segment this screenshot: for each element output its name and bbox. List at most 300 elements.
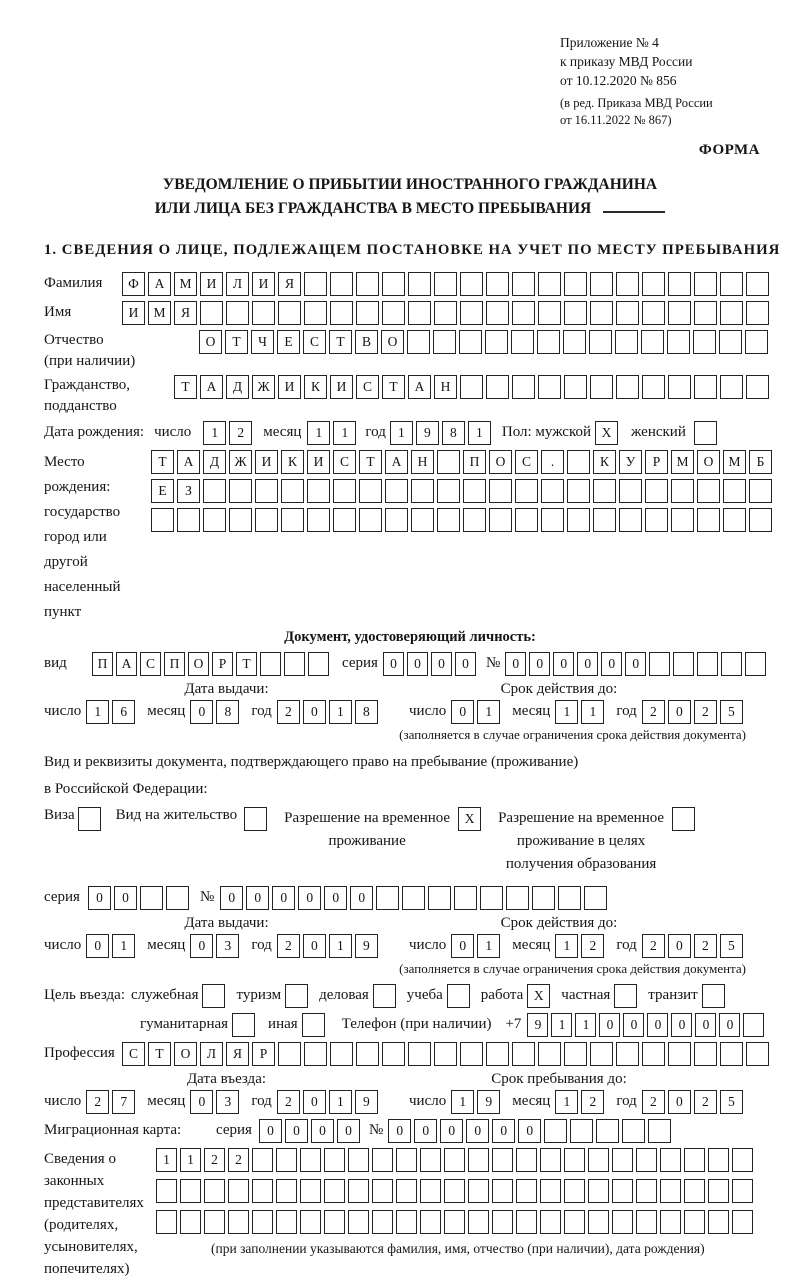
form-cell[interactable]: 0 <box>259 1119 282 1143</box>
form-cell[interactable] <box>396 1179 417 1203</box>
form-cell[interactable]: 1 <box>180 1148 201 1172</box>
form-cell[interactable]: Л <box>226 272 249 296</box>
form-cell[interactable] <box>200 301 223 325</box>
form-cell[interactable] <box>492 1210 513 1234</box>
form-cell[interactable]: Н <box>411 450 434 474</box>
form-cell[interactable]: 9 <box>416 421 439 445</box>
form-cell[interactable] <box>684 1148 705 1172</box>
form-cell[interactable] <box>512 375 535 399</box>
form-cell[interactable]: 0 <box>86 934 109 958</box>
form-cell[interactable]: 1 <box>390 421 413 445</box>
form-cell[interactable] <box>304 1042 327 1066</box>
form-cell[interactable]: 7 <box>112 1090 135 1114</box>
form-cell[interactable]: О <box>174 1042 197 1066</box>
form-cell[interactable] <box>468 1210 489 1234</box>
form-cell[interactable] <box>348 1179 369 1203</box>
form-cell[interactable] <box>684 1179 705 1203</box>
form-cell[interactable] <box>515 508 538 532</box>
form-cell[interactable] <box>372 1148 393 1172</box>
form-cell[interactable] <box>460 375 483 399</box>
form-cell[interactable]: 2 <box>694 1090 717 1114</box>
form-cell[interactable] <box>540 1179 561 1203</box>
form-cell[interactable]: 0 <box>492 1119 515 1143</box>
form-cell[interactable] <box>743 1013 764 1037</box>
form-cell[interactable]: 1 <box>329 700 352 724</box>
form-cell[interactable]: 0 <box>466 1119 489 1143</box>
form-cell[interactable]: А <box>116 652 137 676</box>
form-cell[interactable] <box>284 652 305 676</box>
form-cell[interactable]: О <box>188 652 209 676</box>
form-cell[interactable]: М <box>174 272 197 296</box>
form-cell[interactable] <box>372 1179 393 1203</box>
form-cell[interactable]: Т <box>174 375 197 399</box>
form-cell[interactable] <box>538 272 561 296</box>
form-cell[interactable]: К <box>593 450 616 474</box>
form-cell[interactable] <box>538 1042 561 1066</box>
form-cell[interactable] <box>564 272 587 296</box>
purpose-other-checkbox[interactable] <box>302 1013 325 1037</box>
form-cell[interactable] <box>708 1210 729 1234</box>
form-cell[interactable]: М <box>148 301 171 325</box>
form-cell[interactable] <box>492 1179 513 1203</box>
form-cell[interactable] <box>226 301 249 325</box>
form-cell[interactable]: 8 <box>355 700 378 724</box>
form-cell[interactable]: Д <box>226 375 249 399</box>
form-cell[interactable] <box>642 375 665 399</box>
form-cell[interactable] <box>732 1210 753 1234</box>
form-cell[interactable] <box>156 1179 177 1203</box>
form-cell[interactable] <box>532 886 555 910</box>
form-cell[interactable] <box>745 652 766 676</box>
form-cell[interactable] <box>590 1042 613 1066</box>
form-cell[interactable]: 0 <box>220 886 243 910</box>
form-cell[interactable]: 0 <box>303 700 326 724</box>
form-cell[interactable] <box>300 1179 321 1203</box>
form-cell[interactable] <box>444 1148 465 1172</box>
form-cell[interactable]: 0 <box>88 886 111 910</box>
edu-permit-checkbox[interactable] <box>672 807 695 831</box>
form-cell[interactable]: О <box>489 450 512 474</box>
form-cell[interactable] <box>359 479 382 503</box>
form-cell[interactable] <box>564 1042 587 1066</box>
form-cell[interactable] <box>749 479 772 503</box>
form-cell[interactable] <box>260 652 281 676</box>
form-cell[interactable] <box>515 479 538 503</box>
form-cell[interactable] <box>376 886 399 910</box>
form-cell[interactable] <box>229 508 252 532</box>
form-cell[interactable] <box>668 1042 691 1066</box>
form-cell[interactable] <box>348 1210 369 1234</box>
form-cell[interactable]: Я <box>278 272 301 296</box>
form-cell[interactable] <box>642 301 665 325</box>
form-cell[interactable]: Е <box>151 479 174 503</box>
form-cell[interactable]: Ч <box>251 330 274 354</box>
form-cell[interactable]: 0 <box>383 652 404 676</box>
form-cell[interactable] <box>720 272 743 296</box>
form-cell[interactable] <box>558 886 581 910</box>
form-cell[interactable] <box>720 301 743 325</box>
form-cell[interactable] <box>468 1148 489 1172</box>
form-cell[interactable]: 5 <box>720 700 743 724</box>
form-cell[interactable]: 1 <box>203 421 226 445</box>
form-cell[interactable] <box>480 886 503 910</box>
form-cell[interactable] <box>486 1042 509 1066</box>
form-cell[interactable] <box>281 508 304 532</box>
form-cell[interactable] <box>723 479 746 503</box>
form-cell[interactable] <box>671 479 694 503</box>
form-cell[interactable]: 2 <box>581 934 604 958</box>
form-cell[interactable]: 0 <box>303 1090 326 1114</box>
form-cell[interactable] <box>177 508 200 532</box>
form-cell[interactable] <box>420 1210 441 1234</box>
form-cell[interactable]: 1 <box>468 421 491 445</box>
form-cell[interactable]: Р <box>212 652 233 676</box>
form-cell[interactable]: 1 <box>581 700 604 724</box>
form-cell[interactable] <box>567 479 590 503</box>
purpose-transit-checkbox[interactable] <box>702 984 725 1008</box>
form-cell[interactable] <box>708 1148 729 1172</box>
form-cell[interactable] <box>252 301 275 325</box>
form-cell[interactable]: 0 <box>671 1013 692 1037</box>
form-cell[interactable] <box>673 652 694 676</box>
form-cell[interactable]: 9 <box>527 1013 548 1037</box>
form-cell[interactable] <box>330 301 353 325</box>
temp-permit-checkbox[interactable]: X <box>458 807 481 831</box>
form-cell[interactable]: 8 <box>442 421 465 445</box>
form-cell[interactable] <box>720 1042 743 1066</box>
residence-permit-checkbox[interactable] <box>244 807 267 831</box>
form-cell[interactable] <box>668 272 691 296</box>
form-cell[interactable] <box>512 272 535 296</box>
form-cell[interactable] <box>564 1210 585 1234</box>
form-cell[interactable] <box>437 508 460 532</box>
form-cell[interactable] <box>708 1179 729 1203</box>
form-cell[interactable] <box>276 1179 297 1203</box>
form-cell[interactable]: П <box>463 450 486 474</box>
form-cell[interactable] <box>616 1042 639 1066</box>
form-cell[interactable]: Т <box>236 652 257 676</box>
form-cell[interactable] <box>408 272 431 296</box>
form-cell[interactable]: 0 <box>190 700 213 724</box>
form-cell[interactable] <box>333 479 356 503</box>
form-cell[interactable] <box>304 272 327 296</box>
form-cell[interactable]: 5 <box>720 1090 743 1114</box>
form-cell[interactable]: 0 <box>553 652 574 676</box>
form-cell[interactable] <box>645 479 668 503</box>
form-cell[interactable] <box>660 1148 681 1172</box>
form-cell[interactable] <box>564 301 587 325</box>
form-cell[interactable]: 0 <box>440 1119 463 1143</box>
form-cell[interactable] <box>667 330 690 354</box>
form-cell[interactable] <box>590 375 613 399</box>
form-cell[interactable] <box>697 479 720 503</box>
form-cell[interactable]: П <box>92 652 113 676</box>
form-cell[interactable] <box>407 330 430 354</box>
form-cell[interactable]: 0 <box>719 1013 740 1037</box>
form-cell[interactable] <box>636 1179 657 1203</box>
form-cell[interactable]: Б <box>749 450 772 474</box>
form-cell[interactable] <box>746 272 769 296</box>
form-cell[interactable]: 0 <box>668 700 691 724</box>
form-cell[interactable] <box>516 1179 537 1203</box>
form-cell[interactable] <box>697 508 720 532</box>
form-cell[interactable] <box>538 375 561 399</box>
form-cell[interactable]: 5 <box>720 934 743 958</box>
form-cell[interactable] <box>570 1119 593 1143</box>
form-cell[interactable] <box>454 886 477 910</box>
form-cell[interactable] <box>612 1179 633 1203</box>
form-cell[interactable] <box>671 508 694 532</box>
form-cell[interactable] <box>660 1210 681 1234</box>
form-cell[interactable] <box>348 1148 369 1172</box>
form-cell[interactable] <box>333 508 356 532</box>
form-cell[interactable] <box>444 1210 465 1234</box>
form-cell[interactable] <box>359 508 382 532</box>
form-cell[interactable] <box>567 508 590 532</box>
form-cell[interactable] <box>324 1179 345 1203</box>
form-cell[interactable] <box>402 886 425 910</box>
form-cell[interactable] <box>564 1179 585 1203</box>
form-cell[interactable]: 1 <box>477 934 500 958</box>
form-cell[interactable] <box>463 479 486 503</box>
form-cell[interactable]: Т <box>151 450 174 474</box>
form-cell[interactable] <box>720 375 743 399</box>
form-cell[interactable] <box>356 301 379 325</box>
form-cell[interactable]: Р <box>645 450 668 474</box>
form-cell[interactable]: 0 <box>407 652 428 676</box>
form-cell[interactable] <box>276 1210 297 1234</box>
purpose-work-checkbox[interactable]: X <box>527 984 550 1008</box>
form-cell[interactable]: 1 <box>551 1013 572 1037</box>
form-cell[interactable]: 0 <box>577 652 598 676</box>
male-checkbox[interactable]: X <box>595 421 618 445</box>
form-cell[interactable]: Т <box>329 330 352 354</box>
form-cell[interactable]: С <box>122 1042 145 1066</box>
form-cell[interactable] <box>255 479 278 503</box>
form-cell[interactable] <box>228 1179 249 1203</box>
form-cell[interactable]: М <box>671 450 694 474</box>
form-cell[interactable] <box>385 508 408 532</box>
form-cell[interactable]: Л <box>200 1042 223 1066</box>
form-cell[interactable]: И <box>255 450 278 474</box>
purpose-tourism-checkbox[interactable] <box>285 984 308 1008</box>
form-cell[interactable] <box>612 1148 633 1172</box>
form-cell[interactable] <box>693 330 716 354</box>
form-cell[interactable] <box>694 301 717 325</box>
form-cell[interactable] <box>732 1179 753 1203</box>
form-cell[interactable] <box>538 301 561 325</box>
form-cell[interactable] <box>408 301 431 325</box>
form-cell[interactable]: Т <box>225 330 248 354</box>
form-cell[interactable] <box>463 508 486 532</box>
form-cell[interactable] <box>204 1179 225 1203</box>
form-cell[interactable] <box>544 1119 567 1143</box>
form-cell[interactable] <box>411 508 434 532</box>
form-cell[interactable]: Н <box>434 375 457 399</box>
purpose-study-checkbox[interactable] <box>447 984 470 1008</box>
form-cell[interactable]: 0 <box>623 1013 644 1037</box>
form-cell[interactable]: 1 <box>555 700 578 724</box>
form-cell[interactable]: 2 <box>694 700 717 724</box>
form-cell[interactable]: 0 <box>431 652 452 676</box>
form-cell[interactable]: А <box>177 450 200 474</box>
form-cell[interactable]: 0 <box>298 886 321 910</box>
form-cell[interactable] <box>619 508 642 532</box>
form-cell[interactable] <box>615 330 638 354</box>
form-cell[interactable]: Я <box>226 1042 249 1066</box>
form-cell[interactable] <box>593 508 616 532</box>
form-cell[interactable]: Т <box>148 1042 171 1066</box>
form-cell[interactable] <box>648 1119 671 1143</box>
form-cell[interactable]: 0 <box>529 652 550 676</box>
form-cell[interactable] <box>385 479 408 503</box>
form-cell[interactable] <box>636 1148 657 1172</box>
form-cell[interactable] <box>204 1210 225 1234</box>
form-cell[interactable]: М <box>723 450 746 474</box>
form-cell[interactable]: 0 <box>337 1119 360 1143</box>
form-cell[interactable]: 2 <box>277 700 300 724</box>
form-cell[interactable] <box>437 479 460 503</box>
form-cell[interactable]: 0 <box>647 1013 668 1037</box>
form-cell[interactable]: 1 <box>575 1013 596 1037</box>
form-cell[interactable] <box>252 1148 273 1172</box>
form-cell[interactable]: 0 <box>451 934 474 958</box>
form-cell[interactable]: Р <box>252 1042 275 1066</box>
form-cell[interactable] <box>156 1210 177 1234</box>
form-cell[interactable] <box>593 479 616 503</box>
form-cell[interactable] <box>281 479 304 503</box>
form-cell[interactable]: И <box>122 301 145 325</box>
form-cell[interactable] <box>308 652 329 676</box>
form-cell[interactable] <box>660 1179 681 1203</box>
form-cell[interactable]: 0 <box>455 652 476 676</box>
form-cell[interactable]: Е <box>277 330 300 354</box>
form-cell[interactable] <box>356 1042 379 1066</box>
form-cell[interactable] <box>563 330 586 354</box>
form-cell[interactable] <box>590 301 613 325</box>
form-cell[interactable]: К <box>304 375 327 399</box>
form-cell[interactable] <box>420 1148 441 1172</box>
form-cell[interactable]: 0 <box>518 1119 541 1143</box>
form-cell[interactable] <box>506 886 529 910</box>
form-cell[interactable] <box>382 1042 405 1066</box>
form-cell[interactable] <box>721 652 742 676</box>
form-cell[interactable]: 0 <box>114 886 137 910</box>
form-cell[interactable]: 1 <box>333 421 356 445</box>
form-cell[interactable]: 3 <box>216 934 239 958</box>
form-cell[interactable]: И <box>200 272 223 296</box>
form-cell[interactable]: О <box>199 330 222 354</box>
form-cell[interactable] <box>166 886 189 910</box>
form-cell[interactable] <box>745 330 768 354</box>
form-cell[interactable]: С <box>515 450 538 474</box>
form-cell[interactable]: А <box>200 375 223 399</box>
form-cell[interactable] <box>512 301 535 325</box>
form-cell[interactable] <box>584 886 607 910</box>
form-cell[interactable]: 8 <box>216 700 239 724</box>
form-cell[interactable] <box>732 1148 753 1172</box>
form-cell[interactable] <box>382 301 405 325</box>
form-cell[interactable] <box>420 1179 441 1203</box>
form-cell[interactable]: 2 <box>642 700 665 724</box>
form-cell[interactable] <box>642 272 665 296</box>
form-cell[interactable] <box>468 1179 489 1203</box>
form-cell[interactable] <box>433 330 456 354</box>
form-cell[interactable]: С <box>140 652 161 676</box>
visa-checkbox[interactable] <box>78 807 101 831</box>
form-cell[interactable] <box>668 301 691 325</box>
form-cell[interactable] <box>596 1119 619 1143</box>
form-cell[interactable] <box>486 375 509 399</box>
form-cell[interactable] <box>255 508 278 532</box>
form-cell[interactable] <box>276 1148 297 1172</box>
female-checkbox[interactable] <box>694 421 717 445</box>
form-cell[interactable]: Ф <box>122 272 145 296</box>
form-cell[interactable] <box>330 272 353 296</box>
form-cell[interactable] <box>616 301 639 325</box>
form-cell[interactable]: 0 <box>350 886 373 910</box>
form-cell[interactable] <box>616 272 639 296</box>
form-cell[interactable] <box>300 1210 321 1234</box>
form-cell[interactable] <box>180 1179 201 1203</box>
purpose-humanitarian-checkbox[interactable] <box>232 1013 255 1037</box>
form-cell[interactable]: Т <box>382 375 405 399</box>
form-cell[interactable]: О <box>697 450 720 474</box>
form-cell[interactable] <box>668 375 691 399</box>
form-cell[interactable] <box>619 479 642 503</box>
form-cell[interactable] <box>396 1148 417 1172</box>
form-cell[interactable] <box>588 1179 609 1203</box>
form-cell[interactable] <box>589 330 612 354</box>
form-cell[interactable]: А <box>385 450 408 474</box>
form-cell[interactable]: П <box>164 652 185 676</box>
form-cell[interactable] <box>749 508 772 532</box>
form-cell[interactable]: 0 <box>414 1119 437 1143</box>
form-cell[interactable] <box>140 886 163 910</box>
form-cell[interactable] <box>746 1042 769 1066</box>
form-cell[interactable]: К <box>281 450 304 474</box>
form-cell[interactable]: 0 <box>599 1013 620 1037</box>
form-cell[interactable]: 0 <box>285 1119 308 1143</box>
form-cell[interactable]: 0 <box>695 1013 716 1037</box>
form-cell[interactable]: 1 <box>477 700 500 724</box>
form-cell[interactable] <box>434 1042 457 1066</box>
form-cell[interactable] <box>697 652 718 676</box>
form-cell[interactable]: 0 <box>324 886 347 910</box>
form-cell[interactable] <box>489 479 512 503</box>
form-cell[interactable] <box>540 1148 561 1172</box>
form-cell[interactable]: Ж <box>229 450 252 474</box>
form-cell[interactable] <box>330 1042 353 1066</box>
form-cell[interactable]: 2 <box>277 934 300 958</box>
form-cell[interactable]: 0 <box>246 886 269 910</box>
form-cell[interactable]: 0 <box>625 652 646 676</box>
form-cell[interactable] <box>492 1148 513 1172</box>
form-cell[interactable]: 2 <box>204 1148 225 1172</box>
form-cell[interactable] <box>434 301 457 325</box>
purpose-official-checkbox[interactable] <box>202 984 225 1008</box>
form-cell[interactable]: 1 <box>156 1148 177 1172</box>
form-cell[interactable] <box>228 1210 249 1234</box>
form-cell[interactable]: 1 <box>555 934 578 958</box>
form-cell[interactable]: 0 <box>388 1119 411 1143</box>
form-cell[interactable] <box>694 375 717 399</box>
form-cell[interactable] <box>612 1210 633 1234</box>
form-cell[interactable] <box>485 330 508 354</box>
form-cell[interactable] <box>588 1210 609 1234</box>
form-cell[interactable]: Д <box>203 450 226 474</box>
form-cell[interactable] <box>252 1179 273 1203</box>
